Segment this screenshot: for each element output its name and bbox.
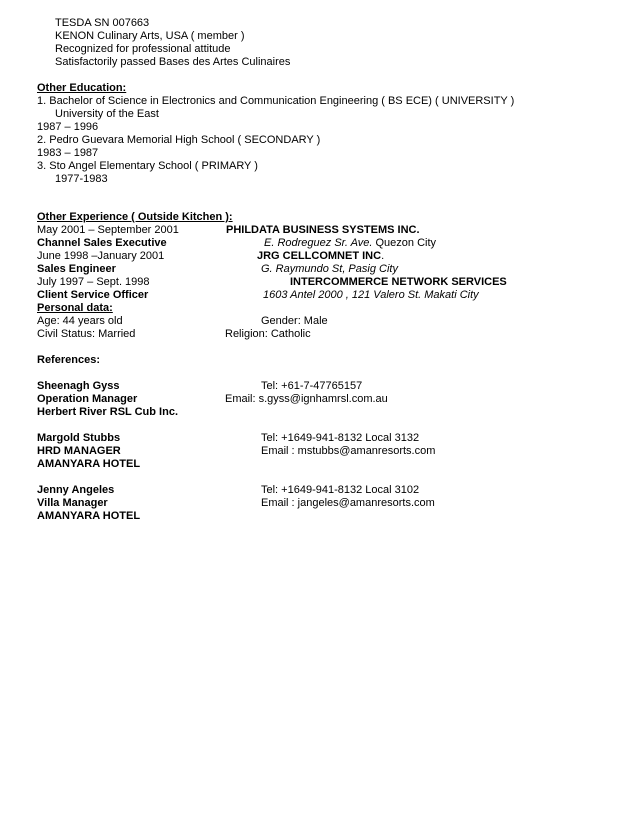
reference-email: Email: s.gyss@ignhamrsl.com.au (225, 393, 388, 405)
cert-line: TESDA SN 007663 (55, 17, 150, 29)
education-years: 1977-1983 (55, 173, 108, 185)
experience-position: Client Service Officer (37, 289, 149, 301)
experience-address (264, 237, 436, 250)
company-name: JRG CELLCOMNET INC (257, 250, 382, 262)
experience-address: 1603 Antel 2000 , 121 Valero St. Makati City (263, 289, 479, 301)
education-item: 1. Bachelor of Science in Electronics and Communication Engineering ( BS ECE) ( UNIVERSITY ) (37, 95, 515, 107)
personal-data-heading: Personal data: (37, 302, 113, 314)
education-item: 2. Pedro Guevara Memorial High School ( SECONDARY ) (37, 134, 321, 146)
cert-line: KENON Culinary Arts, USA ( member ) (55, 30, 245, 42)
address-city: Quezon City (372, 237, 437, 249)
age-text: Age: 44 years old (37, 315, 123, 327)
reference-title: HRD MANAGER (37, 445, 121, 457)
education-years: 1983 – 1987 (37, 147, 99, 159)
experience-position: Sales Engineer (37, 263, 116, 275)
reference-tel: Tel: +1649-941-8132 Local 3132 (261, 432, 420, 444)
experience-company: PHILDATA BUSINESS SYSTEMS INC. (226, 224, 420, 236)
religion-text: Religion: Catholic (225, 328, 311, 340)
reference-org: Herbert River RSL Cub Inc. (37, 406, 178, 418)
civil-status-text: Civil Status: Married (37, 328, 136, 340)
gender-text: Gender: Male (261, 315, 328, 327)
education-item-school: University of the East (55, 108, 159, 120)
address-street: E. Rodreguez Sr. Ave. (264, 237, 373, 249)
company-suffix: . (381, 250, 385, 262)
education-years: 1987 – 1996 (37, 121, 99, 133)
education-item: 3. Sto Angel Elementary School ( PRIMARY ) (37, 160, 258, 172)
experience-dates: July 1997 – Sept. 1998 (37, 276, 150, 288)
reference-org: AMANYARA HOTEL (37, 458, 141, 470)
reference-title: Operation Manager (37, 393, 138, 405)
references-heading: References: (37, 354, 100, 366)
reference-email: Email : mstubbs@amanresorts.com (261, 445, 436, 457)
experience-position: Channel Sales Executive (37, 237, 167, 249)
experience-company: INTERCOMMERCE NETWORK SERVICES (290, 276, 507, 288)
experience-company (257, 250, 384, 263)
other-experience-heading: Other Experience ( Outside Kitchen ): (37, 211, 233, 223)
experience-dates: May 2001 – September 2001 (37, 224, 179, 236)
reference-email: Email : jangeles@amanresorts.com (261, 497, 435, 509)
cert-line: Recognized for professional attitude (55, 43, 231, 55)
reference-tel: Tel: +61-7-47765157 (261, 380, 363, 392)
reference-tel: Tel: +1649-941-8132 Local 3102 (261, 484, 420, 496)
reference-name: Jenny Angeles (37, 484, 115, 496)
experience-address: G. Raymundo St, Pasig City (261, 263, 398, 275)
reference-title: Villa Manager (37, 497, 108, 509)
experience-dates: June 1998 –January 2001 (37, 250, 165, 262)
reference-org: AMANYARA HOTEL (37, 510, 141, 522)
cert-line: Satisfactorily passed Bases des Artes Culinaires (55, 56, 291, 68)
reference-name: Margold Stubbs (37, 432, 121, 444)
reference-name: Sheenagh Gyss (37, 380, 120, 392)
other-education-heading: Other Education: (37, 82, 127, 94)
